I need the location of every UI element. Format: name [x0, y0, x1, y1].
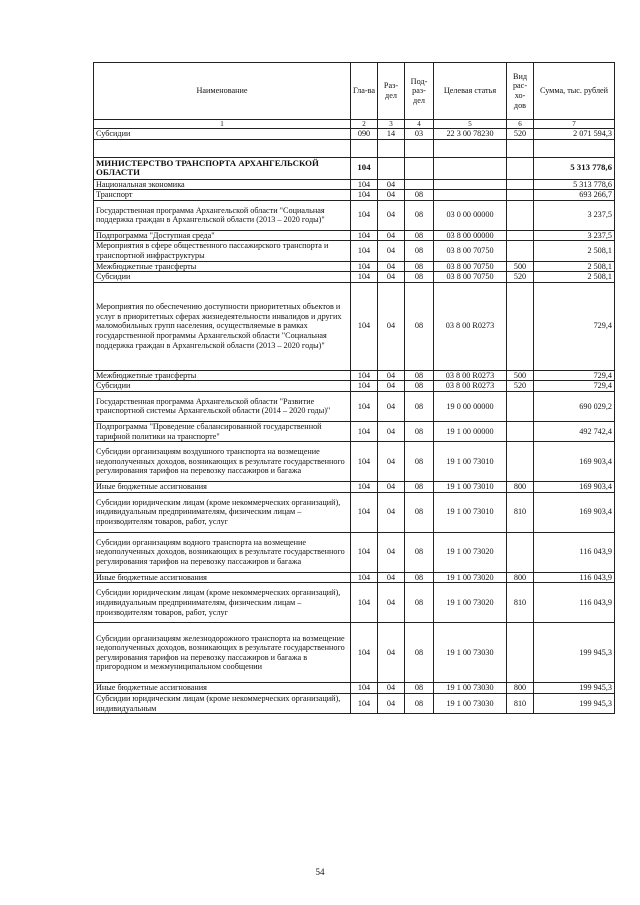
- header-target-article: Целевая статья: [434, 63, 507, 120]
- table-row: [94, 693, 615, 713]
- row-subsection: [405, 157, 434, 179]
- row-subsection: 08: [405, 261, 434, 272]
- row-subsection: 08: [405, 623, 434, 683]
- row-subsection: 08: [405, 200, 434, 230]
- row-section: 04: [378, 442, 405, 482]
- row-subsection: 08: [405, 442, 434, 482]
- header-expense-type: Вид рас-хо-дов: [507, 63, 534, 120]
- row-target-article: 03 0 00 00000: [434, 200, 507, 230]
- row-name: Субсидии: [94, 272, 351, 283]
- page-number: 54: [315, 867, 325, 877]
- row-section: 04: [378, 381, 405, 392]
- spacer-cell: [534, 139, 615, 157]
- row-expense-type: 800: [507, 572, 534, 583]
- row-name: Транспорт: [94, 190, 351, 201]
- row-chapter: 104: [351, 683, 378, 694]
- row-name: Подпрограмма "Проведение сбалансированной государственной тарифной политики на транспорте": [94, 421, 351, 441]
- row-expense-type: 520: [507, 272, 534, 283]
- row-target-article: 03 8 00 70750: [434, 261, 507, 272]
- table-row: [94, 583, 615, 623]
- row-expense-type: 520: [507, 129, 534, 140]
- row-section: 04: [378, 200, 405, 230]
- row-sum: 729,4: [534, 282, 615, 370]
- table-row: [94, 421, 615, 441]
- table-row: [94, 370, 615, 381]
- row-sum: 116 043,9: [534, 583, 615, 623]
- row-name: Иные бюджетные ассигнования: [94, 572, 351, 583]
- row-sum: 729,4: [534, 370, 615, 381]
- table-row: [94, 282, 615, 370]
- row-target-article: 03 8 00 70750: [434, 241, 507, 261]
- row-chapter: 104: [351, 583, 378, 623]
- row-target-article: 19 1 00 73030: [434, 623, 507, 683]
- row-subsection: 08: [405, 583, 434, 623]
- row-name: Иные бюджетные ассигнования: [94, 482, 351, 493]
- row-section: 04: [378, 421, 405, 441]
- row-section: 04: [378, 572, 405, 583]
- row-section: 04: [378, 272, 405, 283]
- column-number: 2: [351, 120, 378, 129]
- row-sum: 2 508,1: [534, 261, 615, 272]
- table-row: [94, 179, 615, 190]
- row-name: Национальная экономика: [94, 179, 351, 190]
- row-subsection: 08: [405, 492, 434, 532]
- row-chapter: 104: [351, 230, 378, 241]
- column-number: 5: [434, 120, 507, 129]
- row-subsection: 08: [405, 532, 434, 572]
- row-target-article: [434, 157, 507, 179]
- table-body: [94, 129, 615, 714]
- row-section: 04: [378, 190, 405, 201]
- row-sum: 169 903,4: [534, 442, 615, 482]
- row-name: Субсидии юридическим лицам (кроме некоммерческих организаций), индивидуальным предпринимателям, физическим лицам – производителям товаров, работ, услуг: [94, 583, 351, 623]
- row-chapter: 104: [351, 241, 378, 261]
- table-row: [94, 381, 615, 392]
- row-name: Мероприятия в сфере общественного пассажирского транспорта и транспортной инфраструктуры: [94, 241, 351, 261]
- row-name: Субсидии юридическим лицам (кроме некоммерческих организаций), индивидуальным предпринимателям, физическим лицам – производителям товаров, работ, услуг: [94, 492, 351, 532]
- table-header-row: [94, 63, 615, 120]
- table-row: [94, 261, 615, 272]
- row-subsection: 08: [405, 381, 434, 392]
- row-target-article: 03 8 00 70750: [434, 272, 507, 283]
- row-name: Межбюджетные трансферты: [94, 261, 351, 272]
- table-row: [94, 129, 615, 140]
- row-section: 04: [378, 241, 405, 261]
- table-row: [94, 623, 615, 683]
- row-subsection: 08: [405, 482, 434, 493]
- row-name: Подпрограмма "Доступная среда": [94, 230, 351, 241]
- row-chapter: 104: [351, 200, 378, 230]
- column-number: 4: [405, 120, 434, 129]
- row-sum: 5 313 778,6: [534, 157, 615, 179]
- row-chapter: 104: [351, 381, 378, 392]
- row-section: 04: [378, 391, 405, 421]
- row-chapter: 104: [351, 693, 378, 713]
- row-name: Государственная программа Архангельской области "Социальная поддержка граждан в Архангельской области (2013 – 2020 годы)": [94, 200, 351, 230]
- header-section: Раз-дел: [378, 63, 405, 120]
- row-name: Субсидии организациям водного транспорта на возмещение недополученных доходов, возникающих в результате государственного регулирования тарифов на перевозку пассажиров и багажа: [94, 532, 351, 572]
- row-chapter: 104: [351, 261, 378, 272]
- row-expense-type: 520: [507, 381, 534, 392]
- header-sum: Сумма, тыс. рублей: [534, 63, 615, 120]
- row-name: Иные бюджетные ассигнования: [94, 683, 351, 694]
- row-name: Межбюджетные трансферты: [94, 370, 351, 381]
- table-row: [94, 683, 615, 694]
- row-chapter: 104: [351, 421, 378, 441]
- row-subsection: 08: [405, 241, 434, 261]
- row-subsection: 08: [405, 693, 434, 713]
- row-expense-type: [507, 157, 534, 179]
- row-chapter: 104: [351, 272, 378, 283]
- row-sum: 199 945,3: [534, 683, 615, 694]
- table-row: [94, 442, 615, 482]
- row-sum: 169 903,4: [534, 492, 615, 532]
- row-expense-type: [507, 200, 534, 230]
- row-section: 04: [378, 693, 405, 713]
- row-target-article: 19 1 00 73020: [434, 532, 507, 572]
- row-sum: 690 029,2: [534, 391, 615, 421]
- row-section: 04: [378, 370, 405, 381]
- spacer-cell: [434, 139, 507, 157]
- row-subsection: 03: [405, 129, 434, 140]
- row-name: Субсидии организациям железнодорожного транспорта на возмещение недополученных доходов, возникающих в результате государственного регулирования тарифов на перевозку пассажиров и багажа в пригородном и межмуниципальном сообщении: [94, 623, 351, 683]
- row-target-article: 19 1 00 73020: [434, 572, 507, 583]
- column-number: 6: [507, 120, 534, 129]
- row-chapter: 104: [351, 572, 378, 583]
- table-row: [94, 532, 615, 572]
- row-target-article: 03 8 00 R0273: [434, 370, 507, 381]
- row-section: 04: [378, 532, 405, 572]
- row-expense-type: [507, 442, 534, 482]
- column-numbers-row: [94, 120, 615, 129]
- column-number: 7: [534, 120, 615, 129]
- row-expense-type: [507, 421, 534, 441]
- row-name: Субсидии: [94, 129, 351, 140]
- row-section: 04: [378, 482, 405, 493]
- row-target-article: 22 3 00 78230: [434, 129, 507, 140]
- row-name: МИНИСТЕРСТВО ТРАНСПОРТА АРХАНГЕЛЬСКОЙ ОБЛАСТИ: [94, 157, 351, 179]
- row-target-article: 19 0 00 00000: [434, 391, 507, 421]
- row-expense-type: 800: [507, 482, 534, 493]
- row-subsection: 08: [405, 421, 434, 441]
- row-expense-type: 500: [507, 370, 534, 381]
- row-target-article: 03 8 00 R0273: [434, 381, 507, 392]
- row-target-article: [434, 190, 507, 201]
- row-subsection: 08: [405, 370, 434, 381]
- row-subsection: 08: [405, 282, 434, 370]
- table-row: [94, 190, 615, 201]
- row-target-article: 03 8 00 00000: [434, 230, 507, 241]
- row-chapter: 090: [351, 129, 378, 140]
- row-sum: 693 266,7: [534, 190, 615, 201]
- row-expense-type: 810: [507, 693, 534, 713]
- row-name: Субсидии: [94, 381, 351, 392]
- header-chapter: Гла-ва: [351, 63, 378, 120]
- row-target-article: 19 1 00 73030: [434, 693, 507, 713]
- table-row: [94, 241, 615, 261]
- row-section: 14: [378, 129, 405, 140]
- row-name: Мероприятия по обеспечению доступности приоритетных объектов и услуг в приоритетных сферах жизнедеятельности инвалидов и других маломобильных групп населения, осуществляемые в рамках государственной программы Архангельской области "Социальная поддержка граждан в Архангельской области (2013 – 2020 годы)": [94, 282, 351, 370]
- row-chapter: 104: [351, 442, 378, 482]
- row-sum: 2 508,1: [534, 241, 615, 261]
- row-expense-type: [507, 391, 534, 421]
- row-section: 04: [378, 492, 405, 532]
- header-name: Наименование: [94, 63, 351, 120]
- row-expense-type: 800: [507, 683, 534, 694]
- budget-table: [93, 62, 615, 714]
- row-target-article: 03 8 00 R0273: [434, 282, 507, 370]
- row-subsection: 08: [405, 391, 434, 421]
- row-target-article: 19 1 00 73010: [434, 492, 507, 532]
- row-chapter: 104: [351, 370, 378, 381]
- row-expense-type: 810: [507, 492, 534, 532]
- row-subsection: 08: [405, 572, 434, 583]
- row-chapter: 104: [351, 623, 378, 683]
- spacer-row: [94, 139, 615, 157]
- table-row: [94, 482, 615, 493]
- spacer-cell: [378, 139, 405, 157]
- row-expense-type: 500: [507, 261, 534, 272]
- row-chapter: 104: [351, 391, 378, 421]
- row-sum: 199 945,3: [534, 693, 615, 713]
- spacer-cell: [94, 139, 351, 157]
- table-row: [94, 230, 615, 241]
- table-row: [94, 492, 615, 532]
- table-row: [94, 157, 615, 179]
- row-target-article: [434, 179, 507, 190]
- spacer-cell: [351, 139, 378, 157]
- row-section: 04: [378, 230, 405, 241]
- row-expense-type: [507, 190, 534, 201]
- row-target-article: 19 1 00 73010: [434, 442, 507, 482]
- row-section: 04: [378, 583, 405, 623]
- row-subsection: 08: [405, 683, 434, 694]
- row-chapter: 104: [351, 532, 378, 572]
- row-sum: 199 945,3: [534, 623, 615, 683]
- row-target-article: 19 1 00 73020: [434, 583, 507, 623]
- row-target-article: 19 1 00 00000: [434, 421, 507, 441]
- row-sum: 3 237,5: [534, 230, 615, 241]
- column-number: 1: [94, 120, 351, 129]
- row-sum: 492 742,4: [534, 421, 615, 441]
- row-name: Субсидии юридическим лицам (кроме некоммерческих организаций), индивидуальным: [94, 693, 351, 713]
- row-target-article: 19 1 00 73030: [434, 683, 507, 694]
- row-section: 04: [378, 261, 405, 272]
- spacer-cell: [507, 139, 534, 157]
- row-expense-type: 810: [507, 583, 534, 623]
- row-chapter: 104: [351, 157, 378, 179]
- row-chapter: 104: [351, 282, 378, 370]
- row-expense-type: [507, 623, 534, 683]
- row-expense-type: [507, 230, 534, 241]
- header-subsection: Под-раз-дел: [405, 63, 434, 120]
- row-sum: 169 903,4: [534, 482, 615, 493]
- row-expense-type: [507, 532, 534, 572]
- row-section: 04: [378, 282, 405, 370]
- row-sum: 2 071 594,3: [534, 129, 615, 140]
- row-expense-type: [507, 179, 534, 190]
- row-subsection: 08: [405, 190, 434, 201]
- row-sum: 729,4: [534, 381, 615, 392]
- row-name: Государственная программа Архангельской области "Развитие транспортной системы Архангельской области (2014 – 2020 годы)": [94, 391, 351, 421]
- row-section: 04: [378, 623, 405, 683]
- row-section: 04: [378, 683, 405, 694]
- table-row: [94, 572, 615, 583]
- row-section: 04: [378, 179, 405, 190]
- table-row: [94, 272, 615, 283]
- budget-table-page: [93, 62, 611, 714]
- row-sum: 5 313 778,6: [534, 179, 615, 190]
- spacer-cell: [405, 139, 434, 157]
- row-target-article: 19 1 00 73010: [434, 482, 507, 493]
- table-row: [94, 200, 615, 230]
- row-chapter: 104: [351, 179, 378, 190]
- row-subsection: 08: [405, 230, 434, 241]
- row-subsection: [405, 179, 434, 190]
- row-expense-type: [507, 282, 534, 370]
- row-sum: 2 508,1: [534, 272, 615, 283]
- row-sum: 116 043,9: [534, 532, 615, 572]
- row-chapter: 104: [351, 482, 378, 493]
- row-chapter: 104: [351, 190, 378, 201]
- column-number: 3: [378, 120, 405, 129]
- row-subsection: 08: [405, 272, 434, 283]
- row-name: Субсидии организациям воздушного транспорта на возмещение недополученных доходов, возникающих в результате государственного регулирования тарифов на перевозку пассажиров и багажа: [94, 442, 351, 482]
- table-row: [94, 391, 615, 421]
- row-chapter: 104: [351, 492, 378, 532]
- row-section: [378, 157, 405, 179]
- row-sum: 116 043,9: [534, 572, 615, 583]
- row-expense-type: [507, 241, 534, 261]
- row-sum: 3 237,5: [534, 200, 615, 230]
